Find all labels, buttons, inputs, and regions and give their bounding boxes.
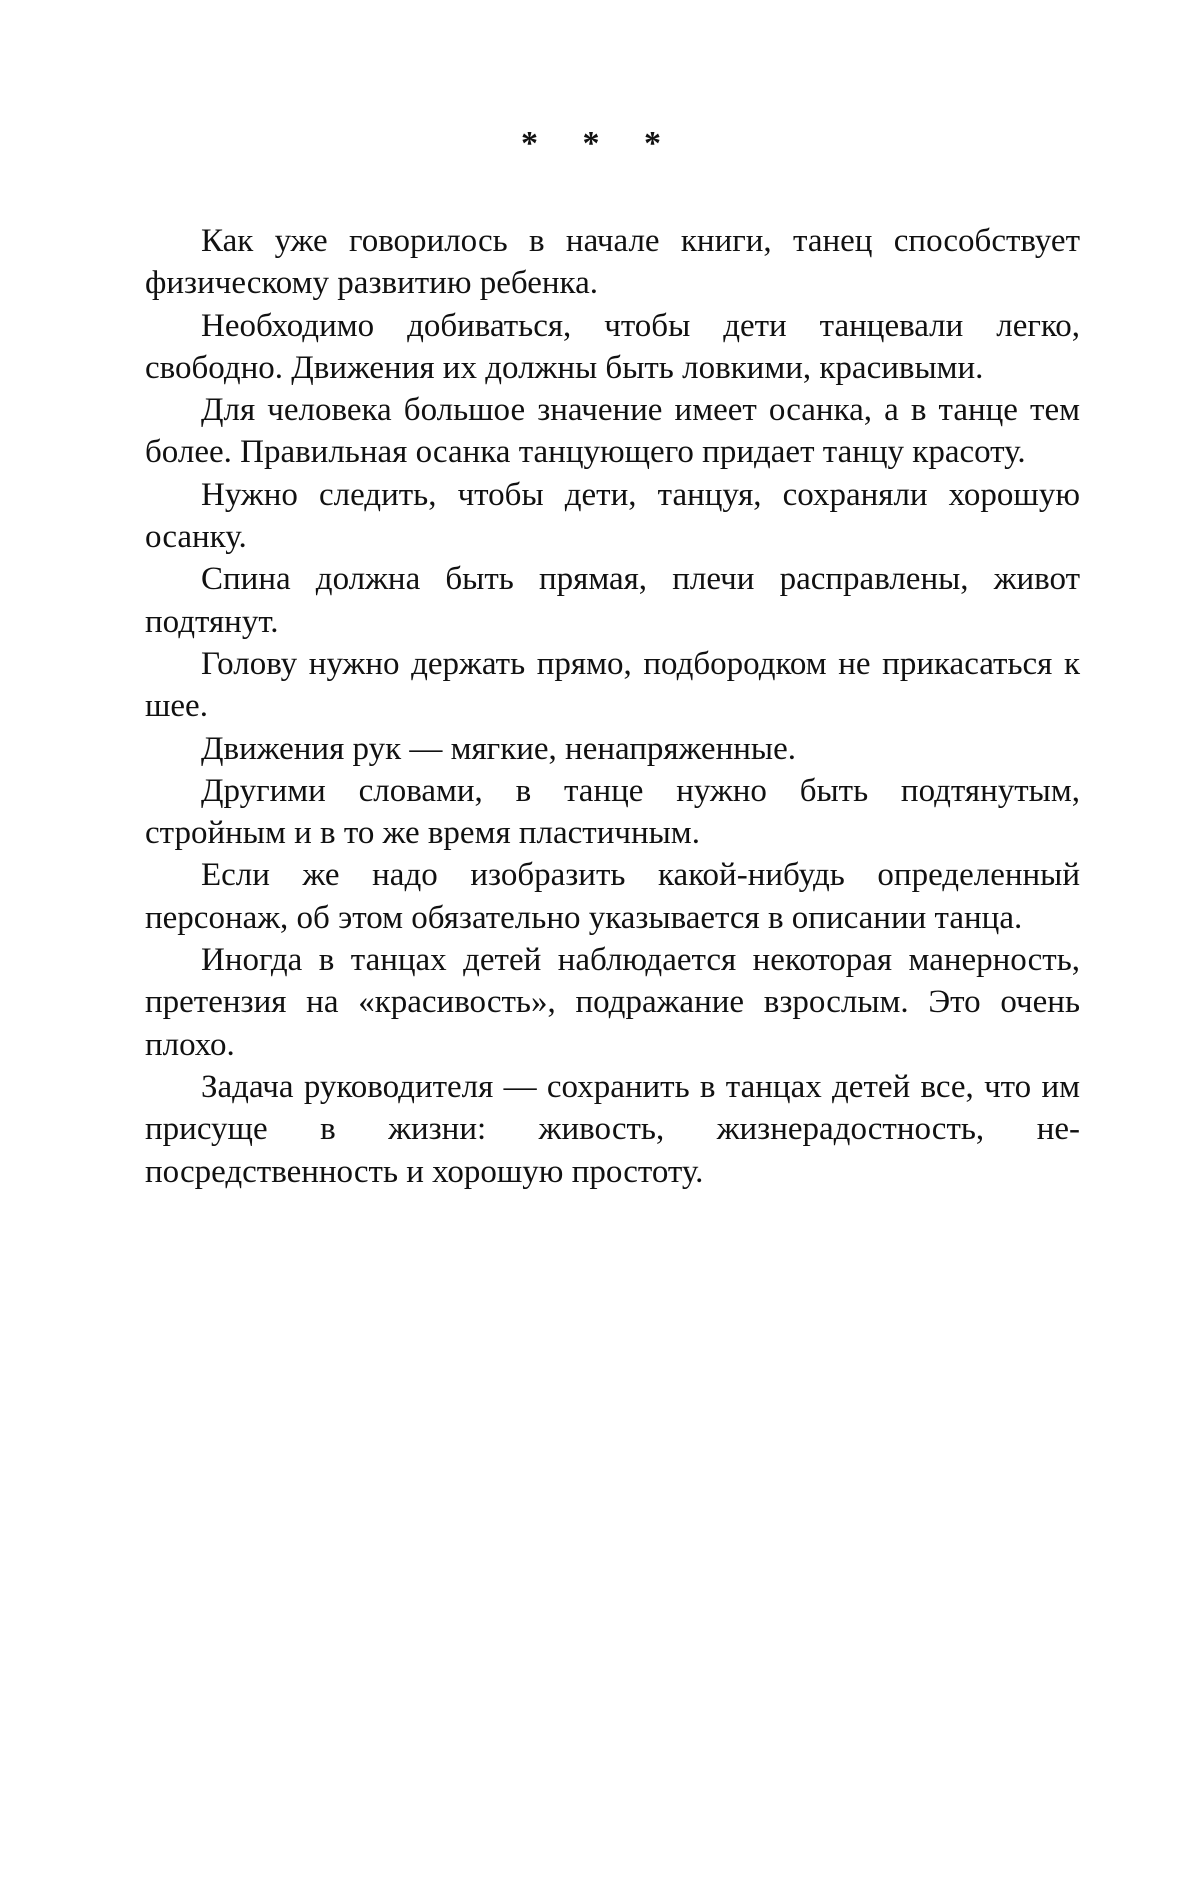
paragraph: Голову нужно держать прямо, подбородком не прикасаться к шее. [145, 645, 1080, 725]
paragraph: Для человека большое значение имеет осанка, а в танце тем более. Правильная осанка танцующего придает танцу красоту. [145, 392, 1080, 471]
paragraph: Необходимо добиваться, чтобы дети танцевали легко, свободно. Движения их должны быть ловкими, красивыми. [145, 307, 1080, 386]
paragraph: Другими словами, в танце нужно быть подтянутым, стройным и в то же время пластичным. [145, 772, 1080, 852]
paragraph: Если же надо изобразить какой-нибудь определенный персонаж, об этом обязательно указывается в описании танца. [145, 857, 1080, 936]
section-separator: * * * [521, 125, 679, 162]
paragraph: Иногда в танцах детей наблюдается некоторая манерность, претензия на «красивость», подражание взрослым. Это очень плохо. [145, 942, 1080, 1063]
paragraph: Спина должна быть прямая, плечи расправлены, живот подтянут. [145, 561, 1080, 640]
paragraph: Задача руководителя — сохранить в танцах детей все, что им присуще в жизни: живость, жизнерадостность, непосредственность и хорошую простоту. [145, 1068, 1080, 1190]
paragraph: Нужно следить, чтобы дети, танцуя, сохраняли хорошую осанку. [145, 476, 1080, 556]
paragraph: Движения рук — мягкие, ненапряженные. [201, 730, 796, 767]
paragraph: Как уже говорилось в начале книги, танец способствует физическому развитию ребенка. [145, 223, 1080, 302]
body-text [145, 220, 1080, 1193]
